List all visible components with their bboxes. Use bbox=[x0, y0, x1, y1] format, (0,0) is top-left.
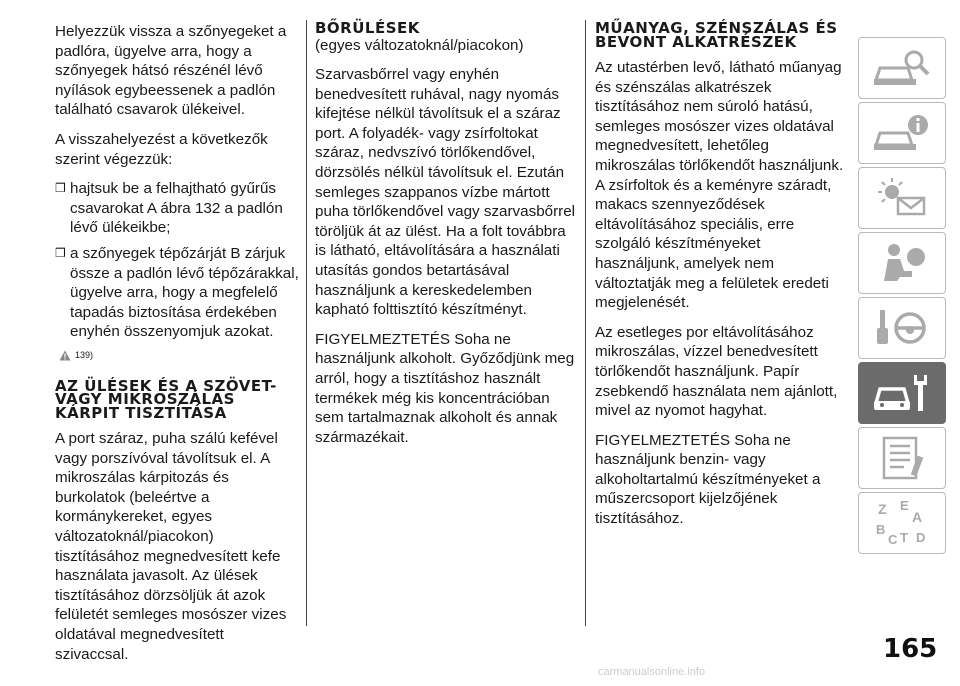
index-letter: B bbox=[876, 522, 886, 537]
index-letter: E bbox=[900, 498, 909, 513]
airbag-person-icon bbox=[870, 241, 934, 285]
page-number: 165 bbox=[883, 634, 938, 664]
paragraph: A port száraz, puha szálú kefével vagy porszívóval távolítsuk el. A mikroszálas kárpitozás és burkolatok (beleértve a kormánykereket, egyes változatoknál/piacokon) tisztításához megnedvesített kefe használata javasolt. Az ülések tisztításához dörzsöljük át azok felületét semleges mosószer vizes oldatával megnedvesített szivaccsal. bbox=[55, 430, 287, 663]
column-middle bbox=[315, 19, 577, 457]
tab-car-wrench[interactable] bbox=[858, 362, 946, 424]
paragraph: Az utastérben levő, látható műanyag és szénszálas alkatrészek tisztításához nem súroló hatású, semleges mosószer vizes oldatával megnedvesített, lehetőleg mikroszálas törlőkendőt használjunk. A zsírfoltok és a keményre száradt, makacs szennyeződések eltávolításához speciális, erre szolgáló készítményeket használjunk, amelyek nem változtatják meg a felületek eredeti megjelenését. bbox=[595, 59, 844, 312]
list-item-text: a szőnyegek tépőzárját B zárjuk össze a padlón lévő tépőzárakkal, ügyelve arra, hogy a megfelelő tapadás biztosítása érdekében enyhén összenyomjuk azokat. bbox=[70, 244, 299, 341]
paragraph: FIGYELMEZTETÉS Soha ne használjunk alkoholt. Győződjünk meg arról, hogy a tisztításhoz használt termékek még kis koncentrációban sem tartalmaznak alkoholt és annak származékait. bbox=[315, 330, 575, 446]
index-letter: Z bbox=[878, 501, 887, 517]
watermark: carmanualsonline.info bbox=[598, 666, 706, 678]
tab-key-steering[interactable] bbox=[858, 297, 946, 359]
key-steering-icon bbox=[870, 306, 934, 350]
column-divider bbox=[585, 20, 586, 626]
alphabet-index-icon bbox=[870, 498, 934, 548]
paragraph: A visszahelyezést a következők szerint végezzük: bbox=[55, 130, 268, 168]
tab-alphabet-index[interactable] bbox=[858, 492, 946, 554]
car-info-icon bbox=[870, 111, 934, 155]
warning-ref-number: 139) bbox=[75, 349, 94, 360]
lights-mail-icon bbox=[870, 176, 934, 220]
tab-list[interactable] bbox=[858, 427, 946, 489]
section-subheading: (egyes változatoknál/piacokon) bbox=[315, 36, 524, 54]
checkbox-bullet-icon: ❒ bbox=[55, 181, 66, 196]
checkbox-bullet-icon: ❒ bbox=[55, 245, 66, 260]
paragraph: Szarvasbőrrel vagy enyhén benedvesített ruhával, nagy nyomás kifejtése nélkül távolítsuk el a száraz port. A folyadék- vagy zsírfoltokat száraz, nedvszívó törlőkendővel, dörzsölés nélkül távolítsuk el. Ezután semleges szappanos vízbe mártott puha törlőkendővel vagy szarvasbőrrel töröljük át az ülést. Ha a folt továbbra is látható, eltávolítására a használati utasítás gondos betartásával használjunk a kereskedelemben kapható folttisztító készítményt. bbox=[315, 66, 576, 319]
warning-triangle-icon bbox=[59, 350, 71, 361]
index-letter: C bbox=[888, 532, 898, 547]
list-item bbox=[55, 179, 300, 238]
tab-lights-mail[interactable] bbox=[858, 167, 946, 229]
paragraph: FIGYELMEZTETÉS Soha ne használjunk benzin- vagy alkoholtartalmú készítményeket a műszercsoport kijelzőjének tisztításához. bbox=[595, 431, 821, 528]
index-letter: A bbox=[912, 509, 923, 525]
section-heading: BŐRÜLÉSEK bbox=[315, 19, 420, 37]
car-search-icon bbox=[870, 46, 934, 90]
column-divider bbox=[306, 20, 307, 626]
column-left bbox=[55, 22, 300, 674]
car-wrench-icon bbox=[870, 371, 934, 415]
chapter-tabs bbox=[858, 37, 946, 557]
warning-reference bbox=[59, 346, 300, 366]
index-letter: D bbox=[916, 530, 926, 545]
tab-car-info[interactable] bbox=[858, 102, 946, 164]
paragraph: Helyezzük vissza a szőnyegeket a padlóra, ügyelve arra, hogy a szőnyegek hátsó részénél lévő nyílások egybeessenek a padlón található csavarok ülékeivel. bbox=[55, 23, 287, 119]
section-heading: MŰANYAG, SZÉNSZÁLAS ÉS BEVONT ALKATRÉSZEK bbox=[595, 19, 838, 51]
list-icon bbox=[870, 436, 934, 480]
paragraph: Az esetleges por eltávolításához mikroszálas, vízzel benedvesített törlőkendőt használjunk. Papír zsebkendő használata nem ajánlott, mivel az nyomot hagyhat. bbox=[595, 323, 838, 420]
list-item-text: hajtsuk be a felhajtható gyűrűs csavarokat A ábra 132 a padlón lévő ülékeikbe; bbox=[70, 180, 283, 237]
tab-airbag-person[interactable] bbox=[858, 232, 946, 294]
section-heading: AZ ÜLÉSEK ÉS A SZÖVET- VAGY MIKROSZÁLAS KÁRPIT TISZTÍTÁSA bbox=[55, 376, 277, 422]
tab-car-search[interactable] bbox=[858, 37, 946, 99]
list-item bbox=[55, 244, 300, 342]
index-letter: T bbox=[900, 530, 908, 545]
column-right bbox=[595, 19, 848, 539]
